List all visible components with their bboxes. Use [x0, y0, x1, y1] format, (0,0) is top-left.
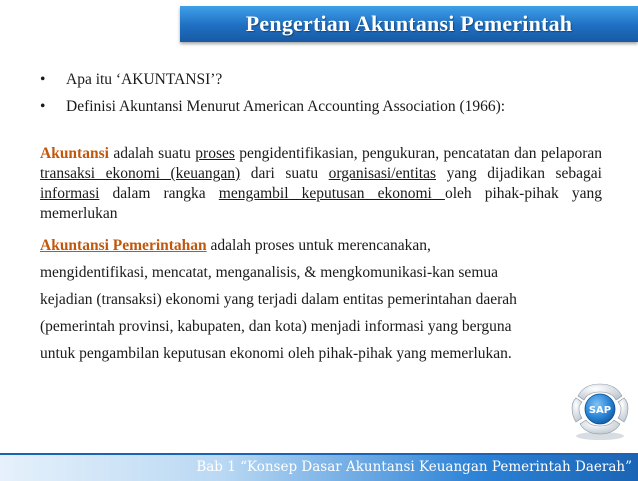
text-segment: pengidentifikasian, pengukuran, pencatatan dan pelaporan [234, 145, 602, 162]
paragraph-line: kejadian (transaksi) ekonomi yang terjadi dalam entitas pemerintahan daerah [40, 291, 517, 308]
underlined-transaksi: transaksi ekonomi (keuangan) [40, 165, 241, 182]
slide-title: Pengertian Akuntansi Pemerintah [245, 11, 573, 36]
definition-akuntansi [40, 144, 602, 224]
bullet-icon: • [40, 71, 46, 88]
text-segment: adalah proses untuk merencanakan, [206, 237, 431, 254]
paragraph-line: (pemerintah provinsi, kabupaten, dan kota) menjadi informasi yang berguna [40, 318, 512, 335]
bullet-text: Definisi Akuntansi Menurut American Accounting Association (1966): [66, 98, 506, 115]
title-banner [180, 6, 638, 42]
text-segment: yang dijadikan sebagai [436, 165, 602, 182]
term-akuntansi: Akuntansi [40, 145, 109, 162]
bullet-text: Apa itu ‘AKUNTANSI’? [66, 71, 223, 88]
footer-chapter-title: Bab 1 “Konsep Dasar Akuntansi Keuangan Pemerintah Daerah” [196, 459, 632, 475]
paragraph-line: mengidentifikasi, mencatat, menganalisis, & mengkomunikasi-kan semua [40, 264, 498, 281]
logo-text: SAP [588, 405, 612, 416]
underlined-organisasi: organisasi/entitas [328, 165, 437, 182]
text-segment: dari suatu [240, 165, 329, 182]
text-segment: oleh pihak-pihak yang memerlukan [40, 185, 603, 222]
sap-puzzle-logo-icon [566, 378, 634, 442]
underlined-informasi: informasi [40, 185, 100, 202]
text-segment: adalah suatu [108, 145, 196, 162]
bullet-item [40, 93, 630, 120]
underlined-keputusan: mengambil keputusan ekonomi [218, 185, 445, 202]
term-akuntansi-pemerintahan: Akuntansi Pemerintahan [40, 237, 207, 254]
definition-akuntansi-pemerintahan [40, 232, 612, 367]
underlined-proses: proses [195, 145, 235, 162]
bullet-icon: • [40, 98, 46, 115]
footer-bar [0, 453, 638, 481]
bullet-list [40, 66, 630, 120]
text-segment: dalam rangka [99, 185, 219, 202]
paragraph-line: untuk pengambilan keputusan ekonomi oleh pihak-pihak yang memerlukan. [40, 345, 512, 362]
bullet-item [40, 66, 630, 93]
paragraph-line [40, 232, 612, 259]
